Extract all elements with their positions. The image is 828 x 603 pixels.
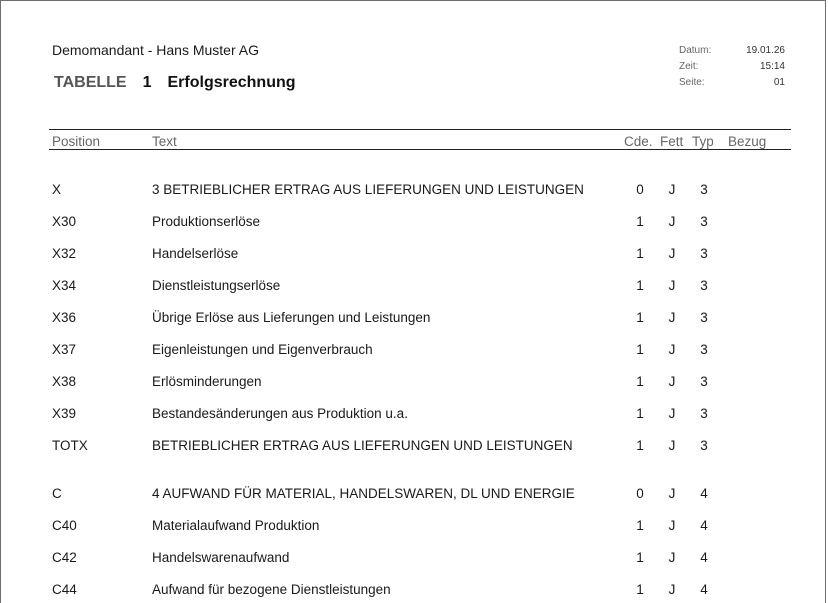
report-title [54, 74, 296, 92]
meta-date [679, 43, 785, 59]
cell-text: Handelserlöse [152, 246, 239, 261]
table-row [1, 180, 827, 200]
cell-cde: 1 [636, 406, 644, 421]
title-word: TABELLE [54, 74, 127, 91]
cell-cde: 1 [636, 310, 644, 325]
cell-typ: 3 [700, 246, 708, 261]
cell-position: X39 [52, 406, 77, 421]
cell-text: Materialaufwand Produktion [152, 518, 320, 533]
cell-text: 4 AUFWAND FÜR MATERIAL, HANDELSWAREN, DL UND ENERGIE [152, 486, 575, 501]
meta-date-value: 19.01.26 [746, 45, 785, 56]
cell-fett: J [668, 374, 676, 389]
cell-position: X37 [52, 342, 77, 357]
cell-text: Erlösminderungen [152, 374, 262, 389]
cell-cde: 1 [636, 374, 644, 389]
cell-fett: J [668, 214, 676, 229]
cell-typ: 3 [700, 278, 708, 293]
cell-fett: J [668, 246, 676, 261]
cell-typ: 4 [700, 550, 708, 565]
cell-position: C [52, 486, 62, 501]
cell-text: Eigenleistungen und Eigenverbrauch [152, 342, 373, 357]
cell-typ: 3 [700, 374, 708, 389]
table-row [1, 548, 827, 568]
column-header-typ: Typ [692, 134, 714, 149]
table-row [1, 276, 827, 296]
meta-page-value: 01 [773, 77, 785, 88]
cell-cde: 1 [636, 518, 644, 533]
cell-typ: 4 [700, 582, 708, 597]
cell-cde: 0 [636, 182, 644, 197]
cell-position: X38 [52, 374, 77, 389]
cell-position: C44 [52, 582, 77, 597]
cell-fett: J [668, 582, 676, 597]
meta-time [679, 59, 785, 75]
cell-fett: J [668, 342, 676, 357]
cell-position: X [52, 182, 62, 197]
cell-typ: 3 [700, 342, 708, 357]
cell-typ: 4 [700, 518, 708, 533]
table-row [1, 372, 827, 392]
table-row [1, 484, 827, 504]
cell-fett: J [668, 518, 676, 533]
cell-cde: 1 [636, 342, 644, 357]
meta-page-label: Seite: [679, 77, 705, 88]
cell-fett: J [668, 438, 676, 453]
header-top-rule [49, 129, 791, 130]
cell-text: 3 BETRIEBLICHER ERTRAG AUS LIEFERUNGEN UND LEISTUNGEN [152, 182, 584, 197]
cell-typ: 3 [700, 182, 708, 197]
cell-typ: 4 [700, 486, 708, 501]
cell-text: Handelswarenaufwand [152, 550, 290, 565]
cell-position: C42 [52, 550, 77, 565]
cell-fett: J [668, 406, 676, 421]
cell-cde: 1 [636, 550, 644, 565]
meta-time-label: Zeit: [679, 61, 699, 72]
meta-date-label: Datum: [679, 45, 712, 56]
column-header-fett: Fett [660, 134, 684, 149]
table-row [1, 404, 827, 424]
cell-cde: 0 [636, 486, 644, 501]
cell-fett: J [668, 278, 676, 293]
table-row [1, 580, 827, 600]
cell-position: X34 [52, 278, 77, 293]
cell-fett: J [668, 550, 676, 565]
column-header-bezug: Bezug [728, 134, 767, 149]
meta-time-value: 15:14 [759, 61, 785, 72]
cell-cde: 1 [636, 214, 644, 229]
cell-cde: 1 [636, 582, 644, 597]
column-header-text: Text [152, 134, 177, 149]
table-row [1, 516, 827, 536]
cell-text: Aufwand für bezogene Dienstleistungen [152, 582, 391, 597]
table-row [1, 340, 827, 360]
cell-fett: J [668, 310, 676, 325]
cell-text: BETRIEBLICHER ERTRAG AUS LIEFERUNGEN UND LEISTUNGEN [152, 438, 573, 453]
cell-position: X30 [52, 214, 77, 229]
cell-text: Übrige Erlöse aus Lieferungen und Leistungen [152, 310, 431, 325]
table-row [1, 212, 827, 232]
cell-fett: J [668, 182, 676, 197]
meta-page [679, 75, 785, 91]
cell-fett: J [668, 486, 676, 501]
cell-position: X36 [52, 310, 77, 325]
table-row [1, 308, 827, 328]
table-row [1, 436, 827, 456]
table-number: 1 [142, 74, 152, 91]
column-header-position: Position [52, 134, 101, 149]
cell-position: X32 [52, 246, 77, 261]
header-bottom-rule [49, 149, 791, 150]
cell-typ: 3 [700, 214, 708, 229]
cell-typ: 3 [700, 310, 708, 325]
cell-text: Bestandesänderungen aus Produktion u.a. [152, 406, 408, 421]
cell-typ: 3 [700, 406, 708, 421]
cell-cde: 1 [636, 438, 644, 453]
table-row [1, 244, 827, 264]
cell-cde: 1 [636, 246, 644, 261]
cell-position: TOTX [52, 438, 88, 453]
column-header-cde: Cde. [624, 134, 653, 149]
company-name: Demomandant - Hans Muster AG [52, 42, 259, 58]
cell-position: C40 [52, 518, 77, 533]
cell-text: Produktionserlöse [152, 214, 261, 229]
cell-typ: 3 [700, 438, 708, 453]
cell-text: Dienstleistungserlöse [152, 278, 281, 293]
table-name: Erfolgsrechnung [167, 74, 296, 91]
cell-cde: 1 [636, 278, 644, 293]
report-meta [679, 43, 785, 91]
